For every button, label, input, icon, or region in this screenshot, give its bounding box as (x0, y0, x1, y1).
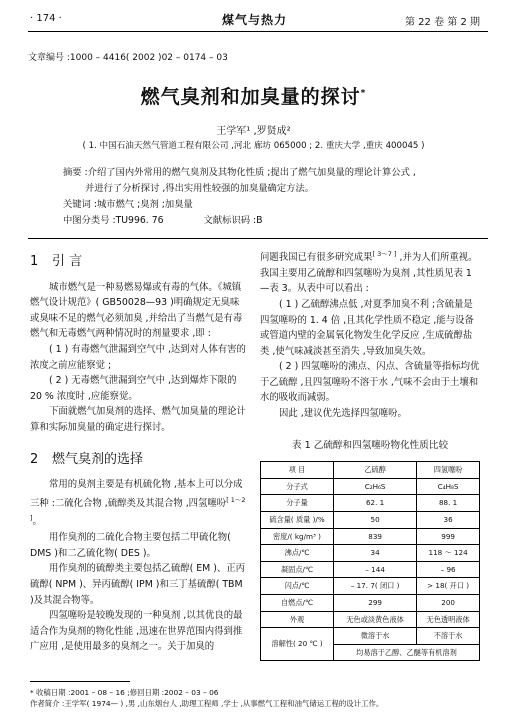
paragraph: ( 2 ) 无毒燃气泄漏到空气中 ,达到爆炸下限的 20 % 浓度时 ,应能察觉。 (30, 375, 237, 402)
citation: [ 3～7 ] (372, 250, 397, 258)
paragraph: 用作臭剂的硫醇类主要包括乙硫醇( EM )、正丙硫醇( NPM )、异丙硫醇( IPM )和三丁基硫醇( TBM )及其混合物等。 (30, 563, 246, 606)
journal-name: 煤气与热力 (222, 13, 288, 27)
section-1-number: 1 (30, 254, 39, 269)
footnote-author-bio: 作者简介 :王学军( 1974— ) ,男 ,山东烟台人 ,助理工程师 ,学士 ,从事燃气工程和油气储运工程的设计工作。 (30, 699, 384, 708)
paragraph: ( 1 ) 有毒燃气泄漏到空气中 ,达到对人体有害的浓度之前应能察觉 ; (30, 343, 246, 371)
abstract-line-1: 摘要 :介绍了国内外常用的燃气臭剂及其物化性质 ;提出了燃气加臭量的理论计算公式 , (63, 167, 416, 178)
table-cell: 118 ～ 124 (417, 545, 480, 562)
table-cell: 溶解性( 20 ℃ ) (261, 628, 334, 661)
paragraph: ( 1 ) 乙硫醇沸点低 ,对夏季加臭不利 ;含硫量是四氢噻吩的 1. 4 倍 ,且其化学性质不稳定 ,能与设备或管道内壁的金属氧化物发生化学反应 ,生成硫醇盐类 ,使气味减淡甚至消失 ,导致加臭失效。 (260, 298, 474, 357)
table-header-cell: 乙硫醇 (334, 462, 417, 479)
table-cell: – 17. 7( 闭口 ) (334, 578, 417, 595)
abstract-block (63, 165, 463, 229)
paragraph-text: 问题我国已有很多研究成果 (260, 252, 373, 264)
footnote-dates: * 收稿日期 :2001 – 08 – 16 ;修回日期 :2002 – 03 – 06 (30, 688, 219, 697)
footnote (30, 687, 490, 709)
table-cell: 88. 1 (417, 495, 480, 512)
paragraph: 城市燃气是一种易燃易爆或有毒的气体。《城镇燃气设计规范》( GB50028—93 )明确规定无臭味或臭味不足的燃气必须加臭 ,并给出了当燃气是有毒燃气和无毒燃气两种情况时的剂量要求 ,即 : (30, 281, 243, 340)
table-cell: > 18( 开口 ) (417, 578, 480, 595)
section-2-title: 燃气臭剂的选择 (52, 451, 144, 467)
table-row (261, 578, 480, 595)
table-cell: C₄H₈S (417, 478, 480, 495)
paragraph-text: ,并为人们所重视。我国主要用乙硫醇和四氢噻吩为臭剂 ,其性质见表 1—表 3。从表中可以看出 : (260, 252, 478, 295)
table-cell: 200 (417, 595, 480, 612)
table-cell: 凝固点/℃ (261, 561, 334, 578)
abstract-line-2: 并进行了分析探讨 ,得出实用性较强的加臭量确定方法。 (85, 183, 315, 194)
table-row (261, 628, 480, 645)
table-cell: 自燃点/℃ (261, 595, 334, 612)
table-header-row (261, 462, 480, 479)
paragraph (30, 477, 248, 530)
table-cell: 34 (334, 545, 417, 562)
volume-issue: 第 22 卷 第 2 期 (405, 17, 480, 28)
paragraph: 下面就燃气加臭剂的选择、燃气加臭量的理论计算和实际加臭量的确定进行探讨。 (30, 406, 246, 433)
affiliation: ( 1. 中国石油天然气管道工程有限公司 ,河北 廊坊 065000 ; 2. 重庆大学 ,重庆 400045 ) (82, 141, 425, 151)
paragraph: ( 2 ) 四氢噻吩的沸点、闪点、含硫量等指标均优于乙硫醇 ,且四氢噻吩不溶于水 ,气味不会由于土壤和水的吸收而减弱。 (260, 361, 480, 404)
clc-number: 中图分类号 :TU996. 76 (63, 215, 164, 226)
paper-title-text: 燃气臭剂和加臭量的探讨 (140, 86, 361, 108)
table-row (261, 478, 480, 495)
title-footnote-mark: * (360, 88, 367, 99)
header-rule (28, 31, 488, 32)
paragraph-text: 常用的臭剂主要是有机硫化物 ,基本上可以分成三种 :二硫化合物 ,硫醇类及其混合物 ,四氢噻吩 (30, 479, 243, 509)
table-cell: 沸点/℃ (261, 545, 334, 562)
table-cell: 无色或淡黄色液体 (334, 611, 417, 628)
paragraph (260, 247, 480, 297)
table-row (261, 545, 480, 562)
section-1-heading (30, 254, 248, 270)
table-cell: 50 (334, 512, 417, 529)
footnote-rule (30, 681, 130, 682)
table-cell: – 144 (334, 561, 417, 578)
table-header-cell: 项 目 (261, 462, 334, 479)
table-row (261, 611, 480, 628)
table-cell: 闪点/℃ (261, 578, 334, 595)
table-cell: 硫含量( 质量 )/% (261, 512, 334, 529)
table-caption: 表 1 乙硫醇和四氢噻吩物化性质比较 (291, 439, 449, 451)
table-cell: 微溶于水 (334, 628, 417, 645)
citation: [ 1～2 ] (30, 495, 246, 523)
abstract-rule (28, 238, 488, 239)
table-cell: – 96 (417, 561, 480, 578)
paragraph-text: 。 (32, 516, 42, 528)
page-number: · 174 · (30, 13, 62, 24)
table-cell: 36 (417, 512, 480, 529)
table-cell: 外观 (261, 611, 334, 628)
table-cell: 密度/( kg/m³ ) (261, 528, 334, 545)
table-cell: 分子量 (261, 495, 334, 512)
table-row (261, 528, 480, 545)
table-cell: 均易溶于乙醇、乙醚等有机溶剂 (334, 644, 480, 661)
table-row (261, 495, 480, 512)
left-column (30, 254, 248, 655)
right-column (260, 247, 480, 661)
table-row (261, 561, 480, 578)
table-cell: 无色透明液体 (417, 611, 480, 628)
section-1-title: 引 言 (52, 254, 83, 269)
keywords: 关键词 :城市燃气 ;臭剂 ;加臭量 (63, 199, 193, 210)
table-cell: 299 (334, 595, 417, 612)
table-row (261, 512, 480, 529)
authors: 王学军¹ ,罗贤成² (216, 126, 291, 137)
paragraph: 用作臭剂的二硫化合物主要包括二甲硫化物( DMS )和二乙硫化物( DES )。 (30, 532, 231, 559)
table-cell: 分子式 (261, 478, 334, 495)
table-cell: 不溶于水 (417, 628, 480, 645)
section-2-heading (30, 452, 248, 468)
table-cell: 62. 1 (334, 495, 417, 512)
table-cell: 999 (417, 528, 480, 545)
table-header-cell: 四氢噻吩 (417, 462, 480, 479)
paragraph: 四氢噻吩是较晚发现的一种臭剂 ,以其优良的最适合作为臭剂的物化性能 ,迅速在世界范围内得到推广应用 ,是使用最多的臭剂之一。关于加臭的 (30, 610, 243, 653)
table-cell: 839 (334, 528, 417, 545)
article-number: 文章编号 :1000 – 4416( 2002 )02 – 0174 – 03 (28, 53, 228, 63)
table-cell: C₂H₆S (334, 478, 417, 495)
property-table (260, 461, 480, 661)
section-2-number: 2 (30, 451, 39, 467)
classification-line (63, 213, 463, 229)
paper-title (0, 82, 507, 109)
document-code: 文献标识码 :B (203, 215, 263, 226)
paragraph: 因此 ,建议优先选择四氢噻吩。 (279, 408, 407, 420)
table-row (261, 595, 480, 612)
